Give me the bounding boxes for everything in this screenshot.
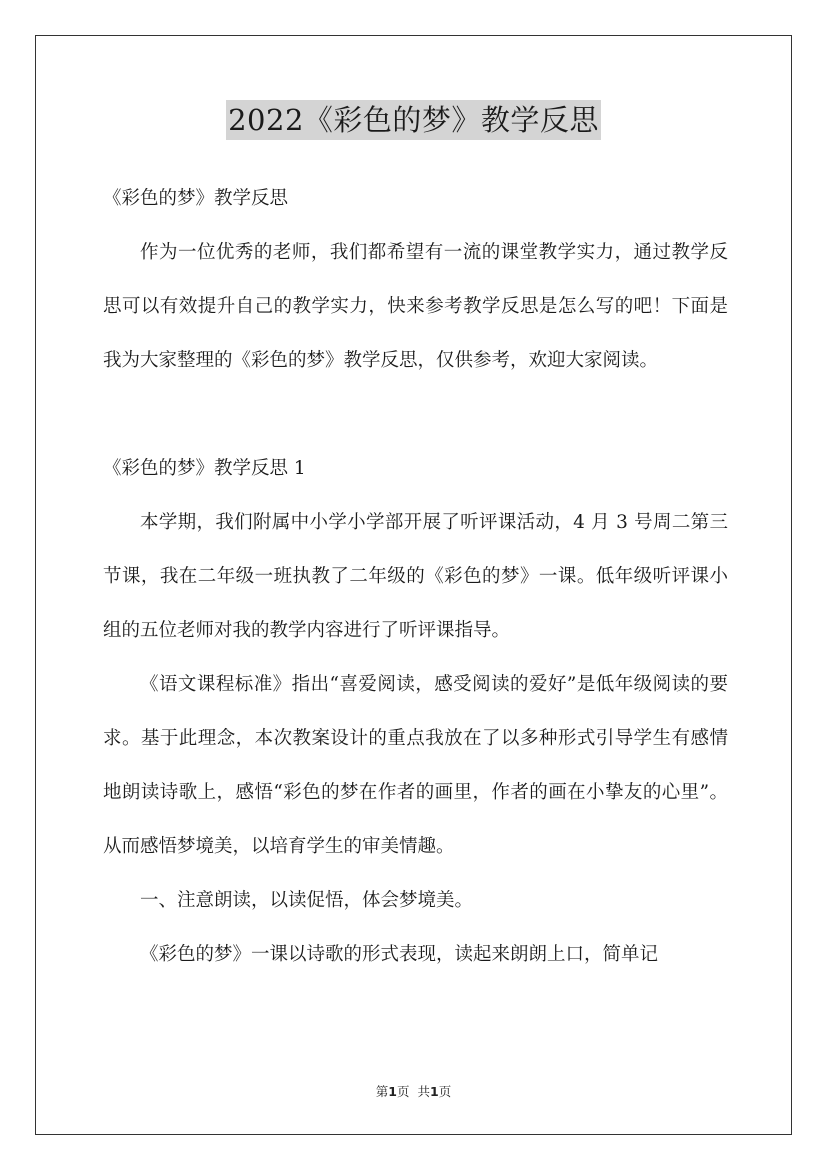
section-heading: 《彩色的梦》教学反思 1 — [103, 458, 306, 479]
total-suffix: 页 — [438, 1084, 452, 1099]
blank-line — [103, 388, 728, 442]
intro-heading: 《彩色的梦》教学反思 — [103, 188, 289, 209]
title-container — [0, 100, 827, 140]
intro-paragraph: 作为一位优秀的老师，我们都希望有一流的课堂教学实力，通过教学反思可以有效提升自己的教学实力，快来参考教学反思是怎么写的吧！下面是我为大家整理的《彩色的梦》教学反思，仅供参考，欢迎大家阅读。 — [103, 242, 728, 371]
body-paragraph: 《彩色的梦》一课以诗歌的形式表现，读起来朗朗上口，简单记 — [140, 944, 659, 965]
body-paragraph: 《语文课程标准》指出“喜爱阅读，感受阅读的爱好”是低年级阅读的要求。基于此理念，本次教案设计的重点我放在了以多种形式引导学生有感情地朗读诗歌上，感悟“彩色的梦在作者的画里，作者的画在小挚友的心里”。从而感悟梦境美，以培育学生的审美情趣。 — [103, 674, 728, 857]
document-title: 2022《彩色的梦》教学反思 — [226, 100, 601, 140]
page-suffix: 页 — [396, 1084, 410, 1099]
page-footer — [0, 1082, 827, 1102]
body-paragraph: 本学期，我们附属中小学小学部开展了听评课活动，4 月 3 号周二第三节课，我在二年级一班执教了二年级的《彩色的梦》一课。低年级听评课小组的五位老师对我的教学内容进行了听评课指导。 — [103, 512, 728, 641]
page-prefix: 第 — [375, 1084, 389, 1099]
document-body — [103, 172, 728, 982]
total-prefix: 共 — [417, 1084, 431, 1099]
page-number: 1 — [388, 1084, 397, 1099]
subheading-paragraph: 一、注意朗读，以读促悟，体会梦境美。 — [140, 890, 474, 911]
page-total: 1 — [430, 1084, 439, 1099]
